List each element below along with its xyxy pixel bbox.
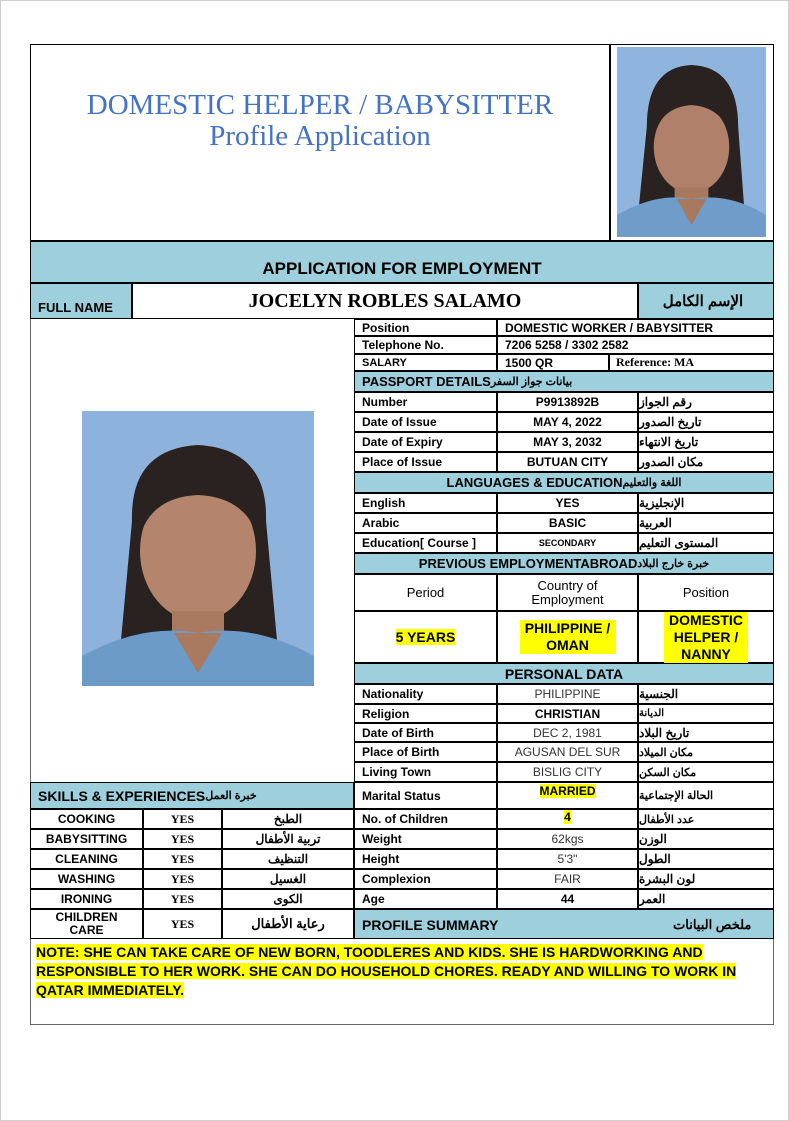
english-ar: الإنجليزية — [638, 493, 774, 513]
position-label: Position — [354, 319, 497, 336]
employment-period: 5 YEARS — [395, 629, 456, 645]
languages-title-ar: اللغة والتعليم — [622, 477, 682, 489]
employment-period-cell — [354, 611, 497, 663]
education-ar: المستوى التعليم — [638, 533, 774, 553]
height-value: 5'3" — [497, 849, 638, 869]
note-box — [36, 943, 770, 1000]
employment-position: DOMESTIC HELPER / NANNY — [664, 612, 748, 663]
telephone-value: 7206 5258 / 3302 2582 — [497, 336, 774, 354]
employment-position-cell — [638, 611, 774, 663]
skill-babysitting-value: YES — [143, 829, 222, 849]
children-ar: عدد الأطفال — [638, 809, 774, 829]
skill-ironing-label: IRONING — [30, 889, 143, 909]
skills-title: SKILLS & EXPERIENCES — [38, 787, 206, 804]
skill-cleaning-value: YES — [143, 849, 222, 869]
telephone-label: Telephone No. — [354, 336, 497, 354]
children-label: No. of Children — [354, 809, 497, 829]
weight-value: 62kgs — [497, 829, 638, 849]
passport-number-ar: رقم الجواز — [638, 392, 774, 412]
weight-label: Weight — [354, 829, 497, 849]
marital-status-value: MARRIED — [539, 784, 596, 798]
employment-title: PREVIOUS EMPLOYMENTABROAD — [418, 556, 638, 571]
profile-summary-title-ar: ملخص البيانات — [673, 917, 752, 932]
employment-col-period: Period — [354, 574, 497, 611]
languages-header — [354, 472, 774, 493]
profile-summary-title: PROFILE SUMMARY — [362, 917, 499, 933]
date-of-birth-value: DEC 2, 1981 — [497, 723, 638, 742]
education-label: Education[ Course ] — [354, 533, 497, 553]
skill-washing-ar: الغسيل — [222, 869, 354, 889]
full-name-label: FULL NAME — [30, 283, 132, 319]
religion-ar: الديانة — [638, 704, 774, 723]
arabic-label: Arabic — [354, 513, 497, 533]
living-town-ar: مكان السكن — [638, 762, 774, 782]
age-label: Age — [354, 889, 497, 909]
skill-cleaning-ar: التنظيف — [222, 849, 354, 869]
religion-label: Religion — [354, 704, 497, 723]
languages-title: LANGUAGES & EDUCATION — [446, 475, 623, 490]
place-of-birth-value: AGUSAN DEL SUR — [497, 742, 638, 762]
children-value: 4 — [564, 810, 571, 824]
employment-title-ar: خبرة خارج البلاد — [637, 558, 710, 570]
skill-children-care-label: CHILDREN CARE — [30, 909, 143, 939]
marital-status-cell — [497, 782, 638, 809]
skill-children-care-value: YES — [143, 909, 222, 939]
skill-cooking-ar: الطبخ — [222, 809, 354, 829]
passport-header — [354, 371, 774, 392]
children-cell — [497, 809, 638, 829]
employment-col-position: Position — [638, 574, 774, 611]
marital-status-label: Marital Status — [354, 782, 497, 809]
complexion-ar: لون البشرة — [638, 869, 774, 889]
date-of-expiry-value: MAY 3, 2032 — [497, 432, 638, 452]
place-of-issue-ar: مكان الصدور — [638, 452, 774, 472]
date-of-issue-label: Date of Issue — [354, 412, 497, 432]
reference: Reference: MA — [609, 354, 774, 371]
employment-country: PHILIPPINE / OMAN — [520, 620, 616, 654]
date-of-expiry-label: Date of Expiry — [354, 432, 497, 452]
skill-cooking-value: YES — [143, 809, 222, 829]
salary-label: SALARY — [354, 354, 497, 371]
height-label: Height — [354, 849, 497, 869]
date-of-issue-ar: تاريخ الصدور — [638, 412, 774, 432]
employment-country-cell — [497, 611, 638, 663]
skill-babysitting-ar: تربية الأطفال — [222, 829, 354, 849]
main-applicant-photo — [82, 411, 314, 686]
nationality-label: Nationality — [354, 684, 497, 704]
nationality-ar: الجنسية — [638, 684, 774, 704]
living-town-value: BISLIG CITY — [497, 762, 638, 782]
profile-summary-header — [354, 909, 774, 939]
date-of-issue-value: MAY 4, 2022 — [497, 412, 638, 432]
passport-number-value: P9913892B — [497, 392, 638, 412]
personal-header: PERSONAL DATA — [354, 663, 774, 684]
age-value: 44 — [497, 889, 638, 909]
skill-washing-label: WASHING — [30, 869, 143, 889]
salary-value: 1500 QR — [497, 354, 609, 371]
skills-header — [30, 782, 354, 809]
place-of-issue-label: Place of Issue — [354, 452, 497, 472]
passport-title-ar: بيانات جواز السفر — [490, 376, 573, 388]
age-ar: العمر — [638, 889, 774, 909]
date-of-birth-label: Date of Birth — [354, 723, 497, 742]
note-text: NOTE: SHE CAN TAKE CARE OF NEW BORN, TOODLERES AND KIDS. SHE IS HARDWORKING AND RESPONSIBLE TO HER WORK. SHE CAN DO HOUSEHOLD CHORES. READY AND WILLING TO WORK IN QATAR IMMEDIATELY. — [36, 944, 737, 998]
skill-children-care-ar: رعاية الأطفال — [222, 909, 354, 939]
marital-status-ar: الحالة الإجتماعية — [638, 782, 774, 809]
arabic-ar: العربية — [638, 513, 774, 533]
skills-title-ar: خبرة العمل — [205, 790, 257, 802]
education-value: SECONDARY — [497, 533, 638, 553]
height-ar: الطول — [638, 849, 774, 869]
skill-babysitting-label: BABYSITTING — [30, 829, 143, 849]
full-name-label-ar: الإسم الكامل — [638, 283, 774, 319]
top-applicant-photo — [617, 47, 766, 237]
application-title: APPLICATION FOR EMPLOYMENT — [262, 259, 542, 278]
place-of-issue-value: BUTUAN CITY — [497, 452, 638, 472]
position-value: DOMESTIC WORKER / BABYSITTER — [497, 319, 774, 336]
skill-washing-value: YES — [143, 869, 222, 889]
complexion-value: FAIR — [497, 869, 638, 889]
religion-value: CHRISTIAN — [497, 704, 638, 723]
skill-ironing-ar: الكوى — [222, 889, 354, 909]
employment-header — [354, 553, 774, 574]
arabic-value: BASIC — [497, 513, 638, 533]
place-of-birth-label: Place of Birth — [354, 742, 497, 762]
passport-title: PASSPORT DETAILS — [362, 374, 491, 389]
full-name-value: JOCELYN ROBLES SALAMO — [132, 283, 638, 319]
living-town-label: Living Town — [354, 762, 497, 782]
passport-number-label: Number — [354, 392, 497, 412]
date-of-expiry-ar: تاريخ الانتهاء — [638, 432, 774, 452]
english-label: English — [354, 493, 497, 513]
skill-cooking-label: COOKING — [30, 809, 143, 829]
complexion-label: Complexion — [354, 869, 497, 889]
header-subtitle: Profile Application — [209, 120, 431, 152]
employment-col-country: Country of Employment — [497, 574, 638, 611]
skill-ironing-value: YES — [143, 889, 222, 909]
english-value: YES — [497, 493, 638, 513]
nationality-value: PHILIPPINE — [497, 684, 638, 704]
skill-cleaning-label: CLEANING — [30, 849, 143, 869]
weight-ar: الوزن — [638, 829, 774, 849]
header-title: DOMESTIC HELPER / BABYSITTER — [86, 89, 554, 121]
place-of-birth-ar: مكان الميلاد — [638, 742, 774, 762]
date-of-birth-ar: تاريخ البلاد — [638, 723, 774, 742]
